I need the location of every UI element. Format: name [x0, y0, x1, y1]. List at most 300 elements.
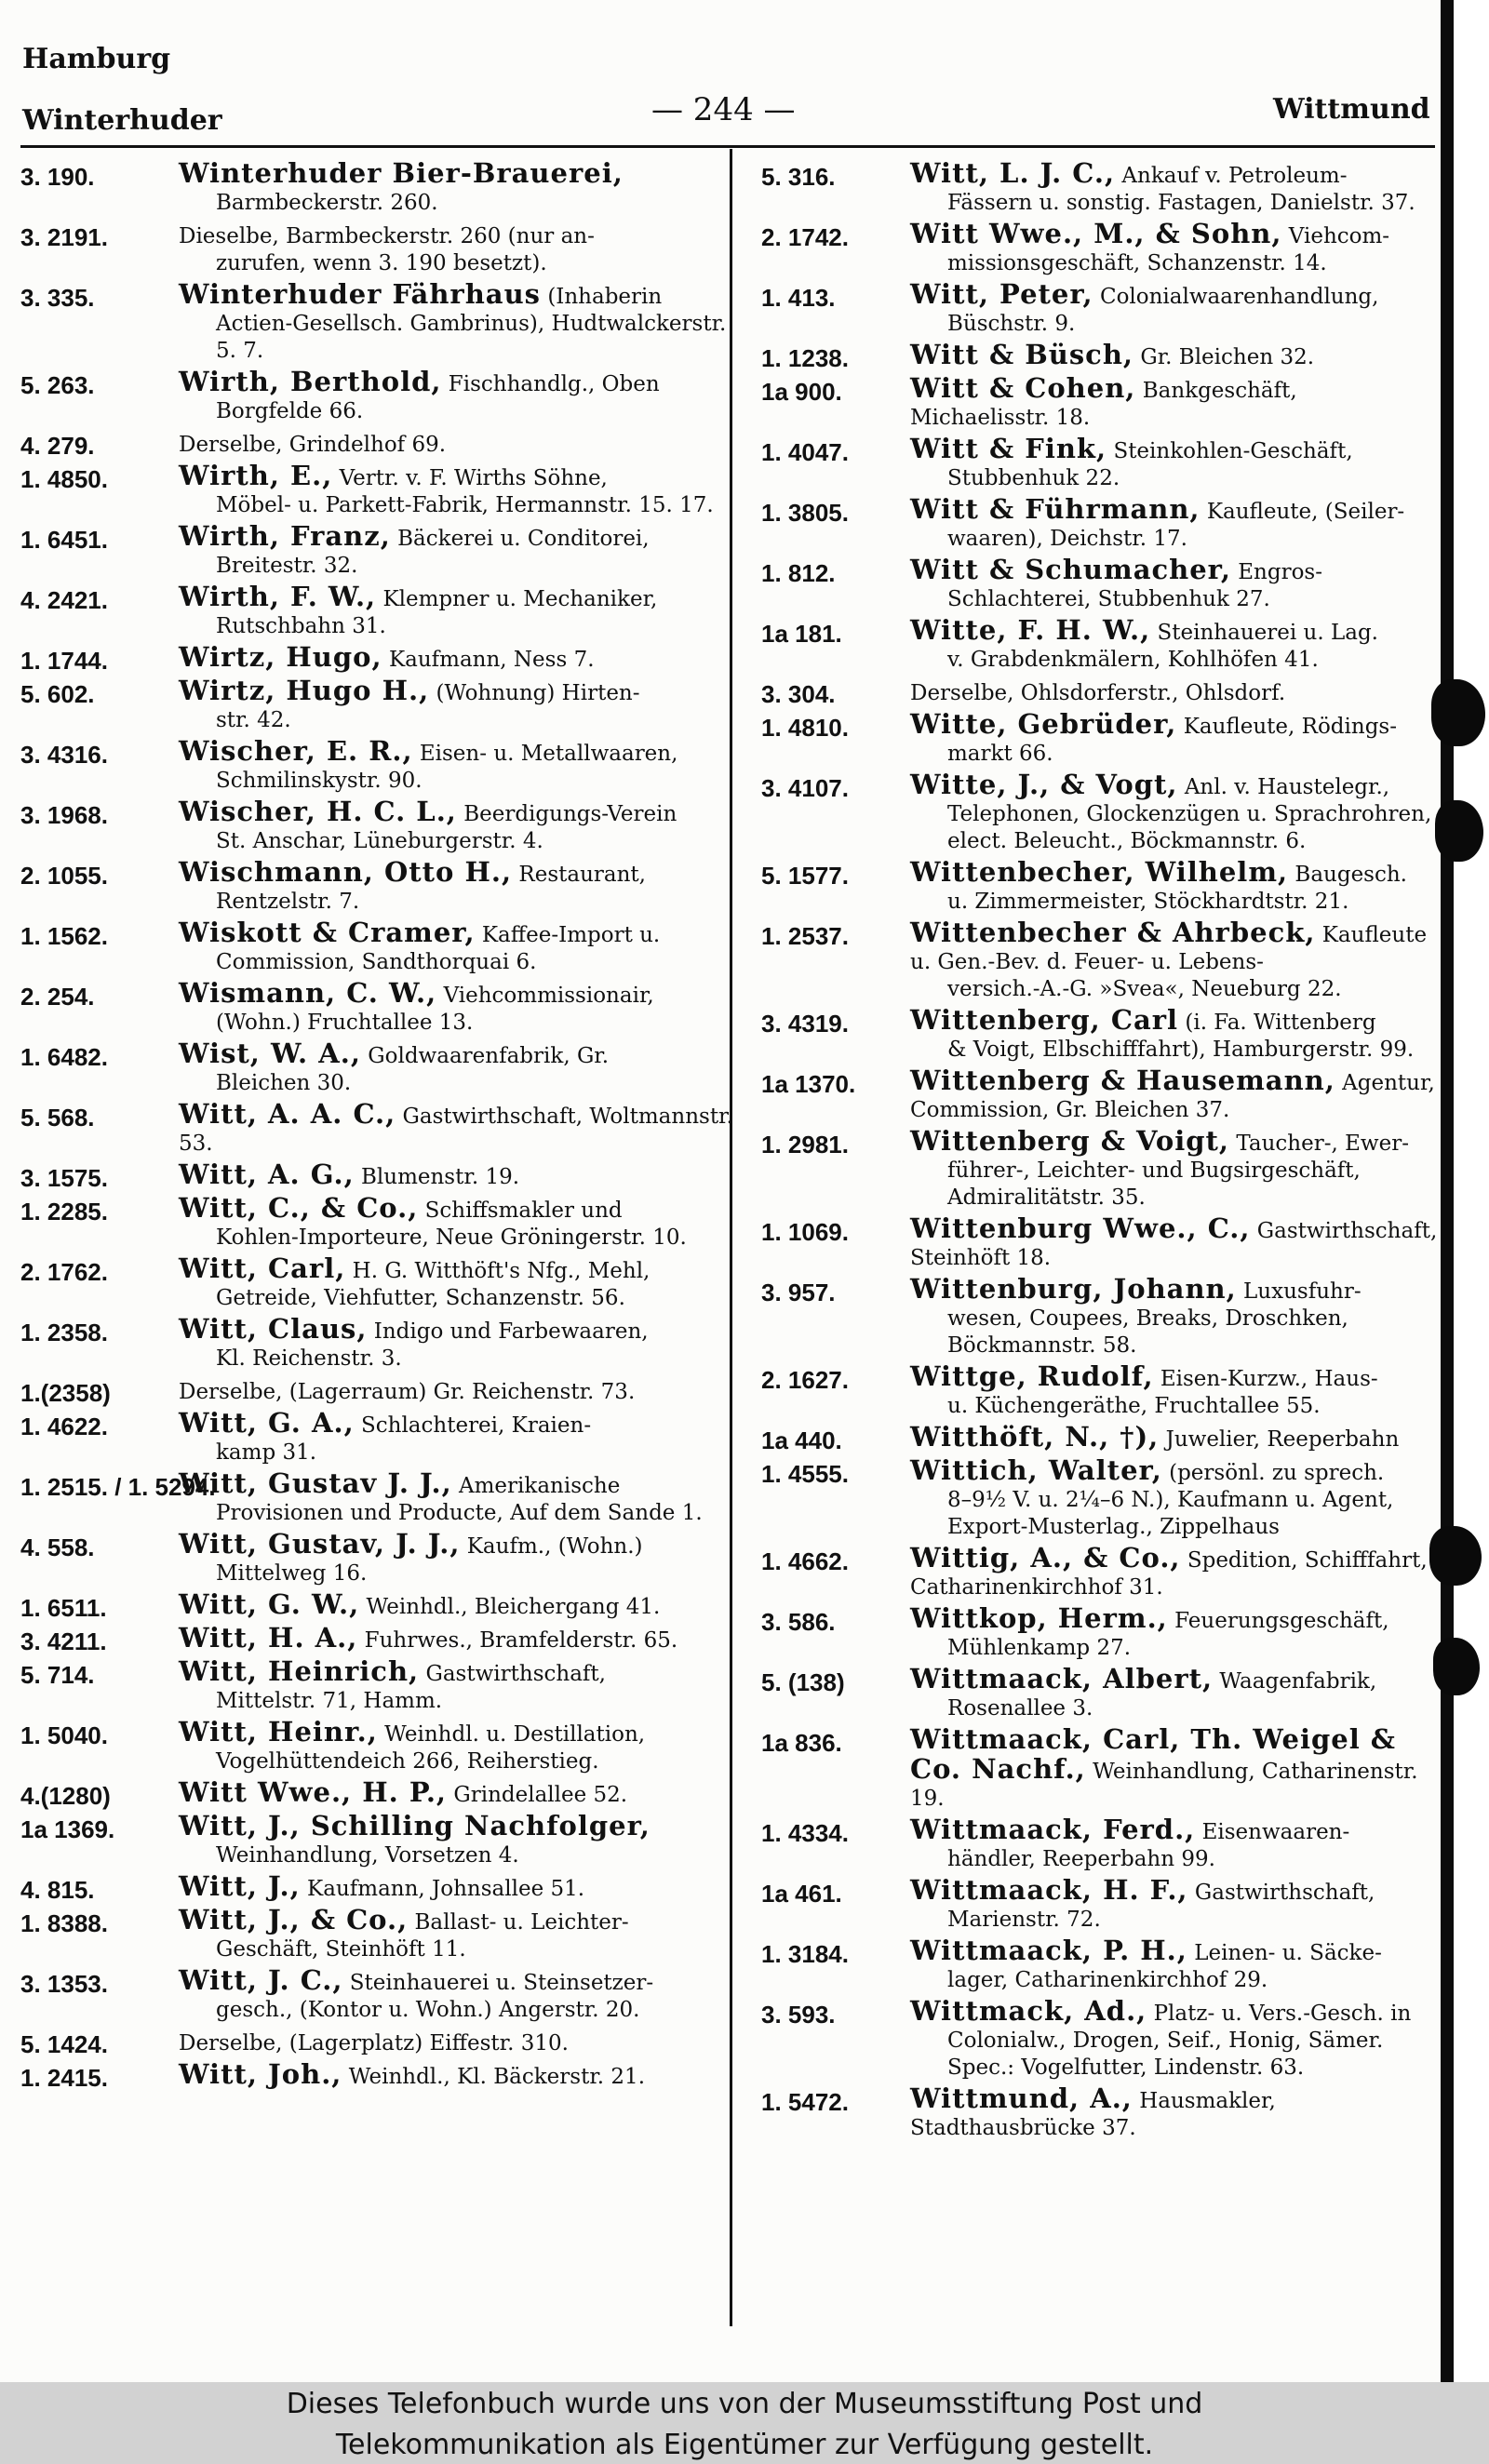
directory-entry [761, 919, 1441, 1003]
phone-number: 1. 4047. [761, 438, 849, 466]
page-number: — 244 — [651, 91, 796, 128]
subscriber-detail: (Wohnung) Hirten- [436, 681, 640, 705]
subscriber-detail: Kaufmann, Ness 7. [388, 648, 595, 672]
subscriber-name: Witt & Büsch, [910, 339, 1134, 370]
subscriber-detail: Gr. Bleichen 32. [1140, 345, 1315, 369]
subscriber-detail: Steinhauerei u. Steinsetzer- [349, 1971, 654, 1995]
subscriber-name: Witthöft, N., †), [910, 1421, 1160, 1453]
subscriber-detail: Grindelallee 52. [453, 1783, 628, 1807]
phone-number: 1a 440. [761, 1426, 842, 1454]
entry-text [179, 1964, 737, 2024]
phone-number: 2. 1762. [20, 1258, 108, 1286]
directory-entry [20, 1376, 737, 1406]
phone-number: 1. 2358. [20, 1319, 108, 1346]
subscriber-detail: Steinhauerei u. Lag. [1157, 621, 1378, 645]
subscriber-address: Stubbenhuk 22. [947, 466, 1120, 490]
entry-text [179, 1098, 737, 1158]
subscriber-name: Wirth, E., [179, 460, 333, 491]
directory-entry [761, 1602, 1441, 1662]
entry-text [179, 856, 737, 916]
directory-entry [20, 221, 737, 277]
entry-text [910, 493, 1441, 553]
entry-text [910, 614, 1441, 674]
phone-number: 5. 602. [20, 680, 95, 708]
subscriber-address: Fässern u. sonstig. Fastagen, Danielstr. 37. [947, 191, 1415, 215]
phone-number: 1. 6511. [20, 1594, 107, 1622]
footer-line-2: Telekommunikation als Eigentümer zur Verfügung gestellt. [335, 2429, 1154, 2461]
entry-text [179, 1313, 737, 1373]
directory-entry [20, 1158, 737, 1192]
directory-entry [20, 583, 737, 640]
subscriber-detail: Baugesch. [1294, 863, 1407, 887]
phone-number: 1. 2515. / 1. 5294. [20, 1473, 216, 1501]
directory-entry [761, 1004, 1441, 1064]
subscriber-name: Wirtz, Hugo H., [179, 675, 430, 706]
entry-text [910, 1360, 1441, 1420]
phone-number: 3. 4211. [20, 1627, 107, 1655]
phone-number: 4. 2421. [20, 586, 108, 614]
entry-text [179, 1376, 737, 1406]
directory-entry [761, 1937, 1441, 1994]
subscriber-name: Wittenberg & Voigt, [910, 1125, 1230, 1157]
subscriber-address: Vogelhüttendeich 266, Reiherstieg. [216, 1749, 599, 1774]
phone-number: 1. 4850. [20, 465, 108, 493]
entry-text [910, 1874, 1441, 1934]
directory-entry [761, 493, 1441, 553]
phone-number: 1. 2285. [20, 1198, 108, 1225]
subscriber-name: Wismann, C. W., [179, 977, 437, 1009]
phone-number: 1. 4810. [761, 714, 849, 742]
subscriber-name: Wittmaack, P. H., [910, 1935, 1187, 1966]
subscriber-name: Wischer, E. R., [179, 735, 413, 767]
phone-number: 1a 836. [761, 1729, 842, 1757]
subscriber-name: Wirth, F. W., [179, 581, 377, 612]
subscriber-address: Commission, Sandthorquai 6. [216, 950, 537, 974]
subscriber-detail: Hausmakler, Stadthausbrücke 37. [910, 2089, 1276, 2140]
subscriber-detail: Derselbe, (Lagerplatz) Eiffestr. 310. [179, 2031, 569, 2056]
subscriber-address: Bleichen 30. [216, 1071, 352, 1095]
subscriber-detail: Kaufleute, Rödings- [1183, 715, 1397, 739]
phone-number: 3. 957. [761, 1279, 836, 1306]
entry-text [179, 1528, 737, 1587]
subscriber-detail: Dieselbe, Barmbeckerstr. 260 (nur an- [179, 224, 595, 248]
subscriber-name: Wittmund, A., [910, 2082, 1133, 2114]
subscriber-name: Wittenburg, Johann, [910, 1273, 1237, 1305]
subscriber-name: Witt, Heinrich, [179, 1655, 420, 1687]
entry-text [910, 919, 1441, 1003]
directory-entry [20, 1776, 737, 1810]
directory-entry [20, 368, 737, 425]
subscriber-name: Wist, W. A., [179, 1038, 361, 1069]
subscriber-address: lager, Catharinenkirchhof 29. [947, 1968, 1268, 1992]
phone-number: 5. 316. [761, 163, 836, 191]
entry-text [179, 583, 737, 640]
phone-number: 1a 1369. [20, 1815, 115, 1843]
entry-text [179, 641, 737, 674]
subscriber-detail: Kaufleute, (Seiler- [1206, 500, 1405, 524]
phone-number: 1. 5040. [20, 1721, 108, 1749]
entry-text [179, 1904, 737, 1963]
entry-text [910, 556, 1441, 613]
directory-entry [761, 1663, 1441, 1722]
directory-entry [20, 1192, 737, 1252]
phone-number: 3. 586. [761, 1608, 836, 1636]
phone-number: 2. 1627. [761, 1366, 849, 1394]
subscriber-address: zurufen, wenn 3. 190 besetzt). [216, 251, 547, 275]
entry-text [179, 1810, 737, 1869]
subscriber-address: Breitestr. 32. [216, 554, 358, 578]
subscriber-detail: Indigo und Farbewaaren, [373, 1319, 649, 1344]
subscriber-detail: Luxusfuhr- [1243, 1279, 1362, 1304]
directory-entry [20, 1407, 737, 1466]
subscriber-detail: Eisenwaaren- [1201, 1820, 1350, 1844]
directory-entry [20, 1655, 737, 1715]
directory-entry [761, 218, 1441, 277]
subscriber-address: Rutschbahn 31. [216, 614, 386, 638]
directory-entry [761, 1723, 1441, 1813]
entry-text [910, 1273, 1441, 1359]
entry-text [179, 462, 737, 519]
subscriber-name: Wittenbecher & Ahrbeck, [910, 917, 1316, 948]
entry-text [910, 856, 1441, 916]
subscriber-detail: Gastwirthschaft, Woltmannstr. 53. [179, 1105, 733, 1156]
subscriber-address: 8–9½ V. u. 2¼–6 N.), Kaufmann u. Agent, Export-Musterlag., Zippelhaus [947, 1488, 1394, 1539]
entry-text [910, 1542, 1441, 1601]
footer-notice [0, 2382, 1489, 2464]
phone-number: 3. 1968. [20, 801, 108, 829]
subscriber-name: Wischmann, Otto H., [179, 856, 513, 888]
phone-number: 1. 6482. [20, 1043, 108, 1071]
binding-blot [1435, 800, 1483, 862]
entry-text [910, 1816, 1441, 1873]
entry-text [910, 1004, 1441, 1064]
phone-number: 3. 4319. [761, 1010, 849, 1038]
entry-text [179, 1252, 737, 1312]
entry-text [179, 1192, 737, 1252]
directory-entry [20, 1904, 737, 1963]
subscriber-detail: Bäckerei u. Conditorei, [397, 527, 650, 551]
left-column [20, 157, 737, 2095]
entry-text [910, 278, 1441, 338]
subscriber-detail: Platz- u. Vers.-Gesch. in [1153, 2002, 1412, 2026]
subscriber-name: Wittenbecher, Wilhelm, [910, 856, 1289, 888]
subscriber-address: Telephonen, Glockenzügen u. Sprachrohren, elect. Beleucht., Böckmannstr. 6. [947, 802, 1432, 853]
subscriber-detail: Viehcommissionair, [443, 984, 654, 1008]
entry-text [179, 1655, 737, 1715]
subscriber-address: Marienstr. 72. [947, 1908, 1101, 1932]
subscriber-name: Witt, J., [179, 1870, 301, 1902]
subscriber-address: Provisionen und Producte, Auf dem Sande 1. [216, 1501, 703, 1525]
phone-number: 4. 558. [20, 1533, 95, 1561]
directory-entry [761, 372, 1441, 432]
subscriber-detail: Goldwaarenfabrik, Gr. [368, 1044, 610, 1068]
adjacent-page-edge [1441, 0, 1489, 2382]
entry-text [910, 1067, 1441, 1124]
subscriber-name: Witt, Claus, [179, 1313, 368, 1345]
phone-number: 5. 263. [20, 371, 95, 399]
entry-text [179, 1776, 737, 1809]
subscriber-detail: Spedition, Schifffahrt, Catharinenkirchhof 31. [910, 1548, 1428, 1600]
directory-entry [20, 1964, 737, 2024]
directory-entry [761, 1542, 1441, 1601]
subscriber-detail: Weinhdl. u. Destillation, [384, 1722, 646, 1747]
subscriber-address: Mühlenkamp 27. [947, 1636, 1132, 1660]
phone-number: 5. 568. [20, 1104, 95, 1132]
subscriber-address: Barmbeckerstr. 260. [216, 191, 438, 215]
subscriber-name: Wirtz, Hugo, [179, 641, 382, 673]
subscriber-name: Wittmaack, Albert, [910, 1663, 1214, 1694]
subscriber-address: Mittelstr. 71, Hamm. [216, 1689, 443, 1713]
entry-text [179, 1622, 737, 1654]
entry-text [179, 677, 737, 734]
phone-number: 1. 5472. [761, 2088, 849, 2116]
binding-blot [1433, 1638, 1480, 1695]
subscriber-name: Wittmaack, Ferd., [910, 1814, 1196, 1845]
header-city: Hamburg [22, 43, 171, 75]
subscriber-detail: Schiffsmakler und [424, 1199, 623, 1223]
phone-number: 4. 815. [20, 1876, 95, 1904]
subscriber-address: v. Grabdenkmälern, Kohlhöfen 41. [947, 648, 1319, 672]
directory-entry [761, 556, 1441, 613]
subscriber-detail: Engros- [1238, 560, 1323, 584]
phone-number: 3. 335. [20, 284, 95, 312]
subscriber-detail: Vertr. v. F. Wirths Söhne, [339, 466, 608, 490]
entry-text [910, 1723, 1441, 1813]
subscriber-name: Wischer, H. C. L., [179, 796, 457, 827]
entry-text [179, 919, 737, 976]
directory-entry [20, 1622, 737, 1655]
subscriber-detail: Fischhandlg., Oben [448, 372, 660, 396]
directory-entry [20, 1040, 737, 1097]
subscriber-name: Winterhuder Fährhaus [179, 278, 541, 310]
directory-entry [20, 1716, 737, 1775]
subscriber-name: Witt & Führmann, [910, 493, 1201, 525]
subscriber-address: Mittelweg 16. [216, 1561, 368, 1586]
entry-text [179, 368, 737, 425]
subscriber-address: St. Anschar, Lüneburgerstr. 4. [216, 829, 543, 853]
subscriber-detail: Derselbe, Ohlsdorferstr., Ohlsdorf. [910, 681, 1286, 705]
subscriber-detail: (persönl. zu sprech. [1169, 1461, 1385, 1485]
directory-entry [20, 919, 737, 976]
directory-entry [761, 278, 1441, 338]
directory-entry [20, 2058, 737, 2092]
phone-number: 1. 2537. [761, 922, 849, 950]
subscriber-name: Wittich, Walter, [910, 1454, 1162, 1486]
directory-entry [761, 856, 1441, 916]
subscriber-name: Witt, Peter, [910, 278, 1093, 310]
phone-number: 3. 593. [761, 2001, 836, 2029]
entry-text [910, 1663, 1441, 1722]
phone-number: 1. 2981. [761, 1131, 849, 1158]
directory-entry [20, 677, 737, 734]
directory-entry [761, 1421, 1441, 1454]
subscriber-address: gesch., (Kontor u. Wohn.) Angerstr. 20. [216, 1998, 640, 2022]
subscriber-name: Witt, A. A. C., [179, 1098, 396, 1130]
phone-number: 1a 181. [761, 620, 842, 648]
entry-text [910, 1212, 1441, 1272]
entry-text [179, 2058, 737, 2091]
subscriber-name: Witt & Fink, [910, 433, 1107, 464]
entry-text [179, 1716, 737, 1775]
subscriber-name: Witt Wwe., H. P., [179, 1776, 448, 1808]
directory-entry [20, 1588, 737, 1622]
subscriber-detail: (Inhaberin [547, 285, 663, 309]
subscriber-name: Witt, Joh., [179, 2058, 342, 2090]
entry-text [910, 1454, 1441, 1541]
directory-entry [20, 1528, 737, 1587]
directory-entry [20, 520, 737, 580]
subscriber-address: Colonialw., Drogen, Seif., Honig, Sämer. Spec.: Vogelfutter, Lindenstr. 63. [947, 2029, 1384, 2080]
subscriber-name: Witt, G. A., [179, 1407, 355, 1439]
entry-text [179, 2028, 737, 2057]
phone-number: 5. 1424. [20, 2030, 108, 2058]
directory-entry [20, 2028, 737, 2057]
entry-text [910, 708, 1441, 768]
subscriber-name: Witt, C., & Co., [179, 1192, 419, 1224]
subscriber-name: Wittge, Rudolf, [910, 1360, 1154, 1392]
entry-text [179, 798, 737, 855]
subscriber-address: Kohlen-Importeure, Neue Gröningerstr. 10. [216, 1225, 687, 1250]
entry-text [179, 1040, 737, 1097]
entry-text [910, 157, 1441, 217]
phone-number: 5. 1577. [761, 862, 849, 890]
subscriber-detail: Kaffee-Import u. [481, 923, 661, 947]
directory-entry [761, 2082, 1441, 2142]
subscriber-detail: Eisen-Kurzw., Haus- [1160, 1367, 1378, 1391]
directory-entry [761, 1816, 1441, 1873]
entry-text [910, 218, 1441, 277]
subscriber-address: Schlachterei, Stubbenhuk 27. [947, 587, 1270, 611]
subscriber-detail: Waagenfabrik, [1219, 1669, 1377, 1694]
entry-text [179, 1467, 737, 1527]
phone-number: 1.(2358) [20, 1379, 111, 1407]
entry-text [179, 1588, 737, 1621]
subscriber-name: Witt Wwe., M., & Sohn, [910, 218, 1282, 249]
phone-number: 1. 6451. [20, 526, 108, 554]
phone-number: 1a 461. [761, 1880, 842, 1908]
directory-entry [20, 798, 737, 855]
phone-number: 2. 1742. [761, 223, 849, 251]
subscriber-address: missionsgeschäft, Schanzenstr. 14. [947, 251, 1327, 275]
phone-number: 3. 2191. [20, 223, 108, 251]
directory-entry [20, 1252, 737, 1312]
subscriber-name: Witt, Carl, [179, 1252, 346, 1284]
subscriber-detail: Gastwirthschaft, [425, 1662, 606, 1686]
directory-entry [20, 641, 737, 675]
entry-text [910, 771, 1441, 855]
subscriber-detail: Klempner u. Mechaniker, [382, 587, 658, 611]
subscriber-name: Witt, J., Schilling Nachfolger, [179, 1810, 651, 1841]
subscriber-detail: Anl. v. Haustelegr., [1184, 775, 1390, 799]
subscriber-address: kamp 31. [216, 1440, 317, 1465]
phone-number: 1. 413. [761, 284, 836, 312]
directory-entry [761, 708, 1441, 768]
phone-number: 5. 714. [20, 1661, 95, 1689]
directory-entry [20, 1313, 737, 1373]
directory-entry [20, 735, 737, 795]
phone-number: 1. 2415. [20, 2064, 108, 2092]
subscriber-detail: (i. Fa. Wittenberg [1185, 1011, 1376, 1035]
subscriber-address: Borgfelde 66. [216, 399, 364, 423]
phone-number: 1a 900. [761, 378, 842, 406]
subscriber-detail: Juwelier, Reeperbahn [1165, 1427, 1400, 1452]
subscriber-address: Kl. Reichenstr. 3. [216, 1346, 402, 1371]
phone-number: 3. 190. [20, 163, 95, 191]
subscriber-address: markt 66. [947, 742, 1053, 766]
entry-text [179, 977, 737, 1037]
subscriber-detail: Derselbe, Grindelhof 69. [179, 433, 447, 457]
binding-blot [1431, 679, 1485, 746]
subscriber-name: Wittenburg Wwe., C., [910, 1212, 1251, 1244]
subscriber-detail: Gastwirthschaft, Steinhöft 18. [910, 1219, 1438, 1270]
phone-number: 1. 1744. [20, 647, 108, 675]
directory-entry [20, 429, 737, 459]
phone-number: 3. 1575. [20, 1164, 108, 1192]
subscriber-detail: Ballast- u. Leichter- [414, 1910, 629, 1935]
directory-entry [20, 856, 737, 916]
directory-entry [761, 1874, 1441, 1934]
phone-number: 1a 1370. [761, 1070, 856, 1098]
subscriber-name: Witte, Gebrüder, [910, 708, 1177, 740]
phone-number: 1. 3805. [761, 499, 849, 527]
subscriber-address: Weinhandlung, Vorsetzen 4. [216, 1843, 519, 1868]
entry-text [910, 1995, 1441, 2082]
subscriber-detail: Colonialwaarenhandlung, [1099, 285, 1379, 309]
entry-text [910, 2082, 1441, 2142]
subscriber-name: Witte, J., & Vogt, [910, 769, 1178, 800]
entry-text [179, 221, 737, 277]
subscriber-address: (Wohn.) Fruchtallee 13. [216, 1011, 474, 1035]
subscriber-address: & Voigt, Elbschifffahrt), Hamburgerstr. 99. [947, 1038, 1415, 1062]
entry-text [179, 520, 737, 580]
subscriber-address: Geschäft, Steinhöft 11. [216, 1937, 466, 1962]
directory-entry [761, 1995, 1441, 2082]
subscriber-name: Wittmaack, Carl, Th. Weigel & Co. Nachf., [910, 1723, 1396, 1785]
subscriber-name: Witt, Gustav J. J., [179, 1467, 452, 1499]
phone-number: 3. 4107. [761, 774, 849, 802]
directory-entry [761, 1273, 1441, 1359]
subscriber-detail: Blumenstr. 19. [361, 1165, 520, 1189]
subscriber-detail: H. G. Witthöft's Nfg., Mehl, [352, 1259, 651, 1283]
directory-entry [761, 1067, 1441, 1124]
phone-number: 1. 1238. [761, 344, 849, 372]
directory-entry [761, 341, 1441, 371]
subscriber-detail: Amerikanische [459, 1474, 621, 1498]
subscriber-name: Witt, H. A., [179, 1622, 358, 1654]
phone-number: 1. 4622. [20, 1413, 108, 1440]
entry-text [910, 1421, 1441, 1453]
directory-entry [761, 1125, 1441, 1212]
directory-entry [20, 1810, 737, 1869]
subscriber-address: händler, Reeperbahn 99. [947, 1847, 1215, 1871]
entry-text [910, 1602, 1441, 1662]
entry-text [179, 157, 737, 217]
directory-entry [761, 1454, 1441, 1541]
entry-text [179, 429, 737, 459]
subscriber-detail: Derselbe, (Lagerraum) Gr. Reichenstr. 73. [179, 1380, 636, 1404]
subscriber-name: Witt, Heinr., [179, 1716, 378, 1748]
phone-number: 2. 1055. [20, 862, 108, 890]
subscriber-detail: Taucher-, Ewer- [1236, 1132, 1409, 1156]
subscriber-detail: Ankauf v. Petroleum- [1121, 164, 1348, 188]
subscriber-address: Actien-Gesellsch. Gambrinus), Hudtwalckerstr. 5. 7. [216, 312, 727, 363]
subscriber-name: Wittig, A., & Co., [910, 1542, 1181, 1573]
directory-entry [761, 435, 1441, 492]
subscriber-detail: Steinkohlen-Geschäft, [1113, 439, 1353, 463]
subscriber-detail: Viehcom- [1288, 224, 1390, 248]
phone-number: 1. 4662. [761, 1547, 849, 1575]
entry-text [179, 1870, 737, 1903]
